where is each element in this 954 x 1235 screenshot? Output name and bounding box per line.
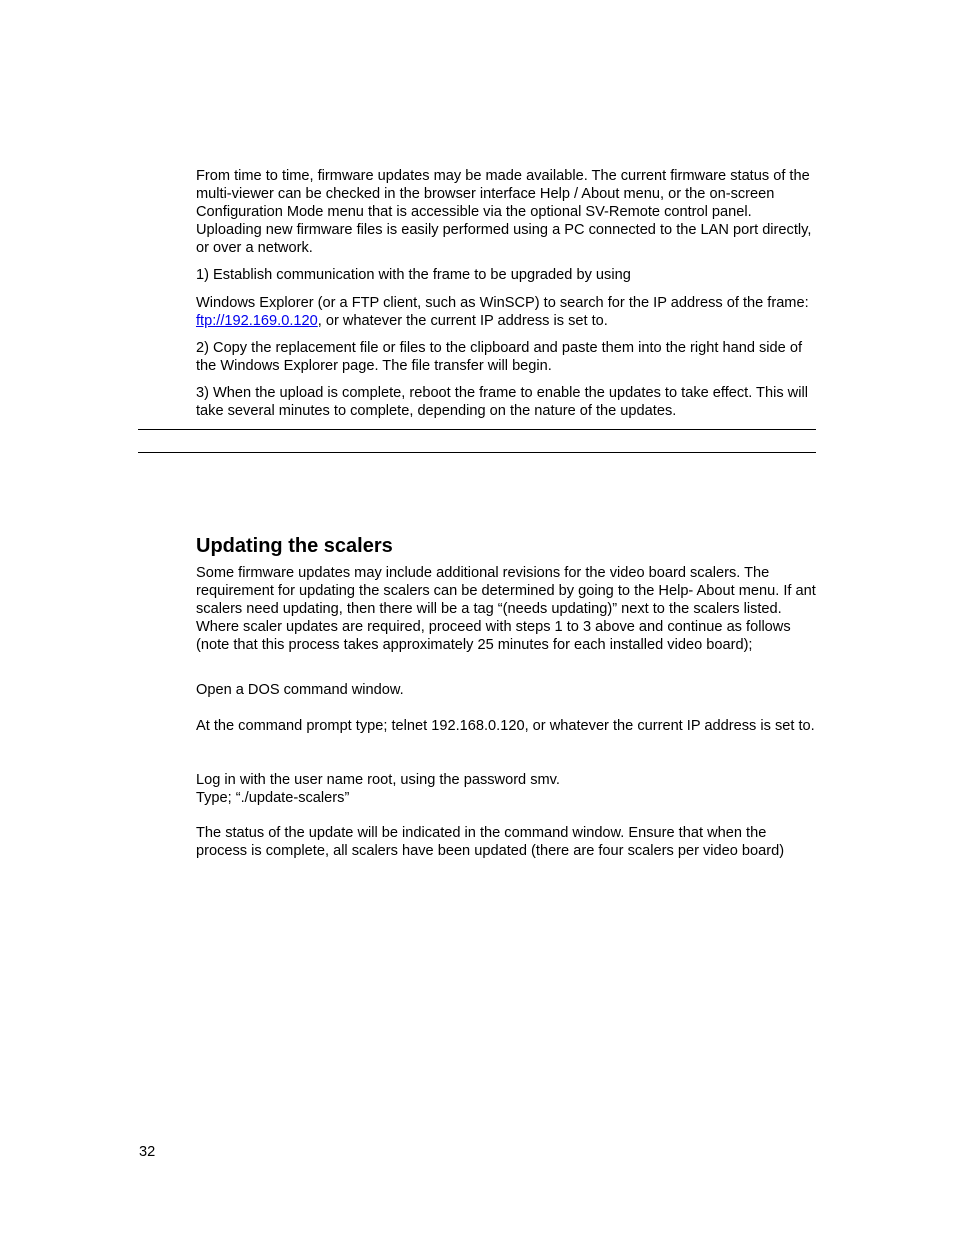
divider-bottom — [138, 452, 816, 453]
firmware-intro-paragraph: From time to time, firmware updates may be made available. The current firmware status of the multi-viewer can be checked in the browser interface Help / About menu, or the on-screen Configuration Mode menu that is accessible via the optional SV-Remote control panel. Uploading new firmware files is easily performed using a PC connected to the LAN port directly, or over a network. — [196, 168, 812, 256]
update-command-instruction: Type; “./update-scalers” — [196, 790, 350, 806]
step-1-cont-before: Windows Explorer (or a FTP client, such as WinSCP) to search for the IP address of the frame: — [196, 295, 809, 311]
scalers-intro-paragraph: Some firmware updates may include additional revisions for the video board scalers. The requirement for updating the scalers can be determined by going to the Help- About menu. If ant scalers need updating, then there will be a tag “(needs updating)” next to the scalers listed. Where scaler updates are required, proceed with steps 1 to 3 above and continue as follows (note that this process takes approximately 25 minutes for each installed video board); — [196, 565, 816, 653]
step-2-text: 2) Copy the replacement file or files to the clipboard and paste them into the right hand side of the Windows Explorer page. The file transfer will begin. — [196, 340, 802, 374]
ftp-address-link[interactable]: ftp://192.169.0.120 — [196, 313, 318, 329]
login-instruction: Log in with the user name root, using the password smv. — [196, 772, 560, 788]
telnet-instruction: At the command prompt type; telnet 192.168.0.120, or whatever the current IP address is set to. — [196, 718, 815, 734]
section-heading: Updating the scalers — [196, 535, 393, 557]
status-paragraph: The status of the update will be indicated in the command window. Ensure that when the process is complete, all scalers have been updated (there are four scalers per video board) — [196, 825, 785, 859]
open-dos-instruction: Open a DOS command window. — [196, 682, 404, 698]
step-1-continuation — [196, 294, 816, 330]
page-number: 32 — [139, 1144, 156, 1160]
step-3-text: 3) When the upload is complete, reboot the frame to enable the updates to take effect. This will take several minutes to complete, depending on the nature of the updates. — [196, 385, 808, 419]
divider-top — [138, 429, 816, 430]
step-1-cont-after: , or whatever the current IP address is set to. — [317, 313, 608, 329]
step-1-text: 1) Establish communication with the frame to be upgraded by using — [196, 267, 631, 283]
